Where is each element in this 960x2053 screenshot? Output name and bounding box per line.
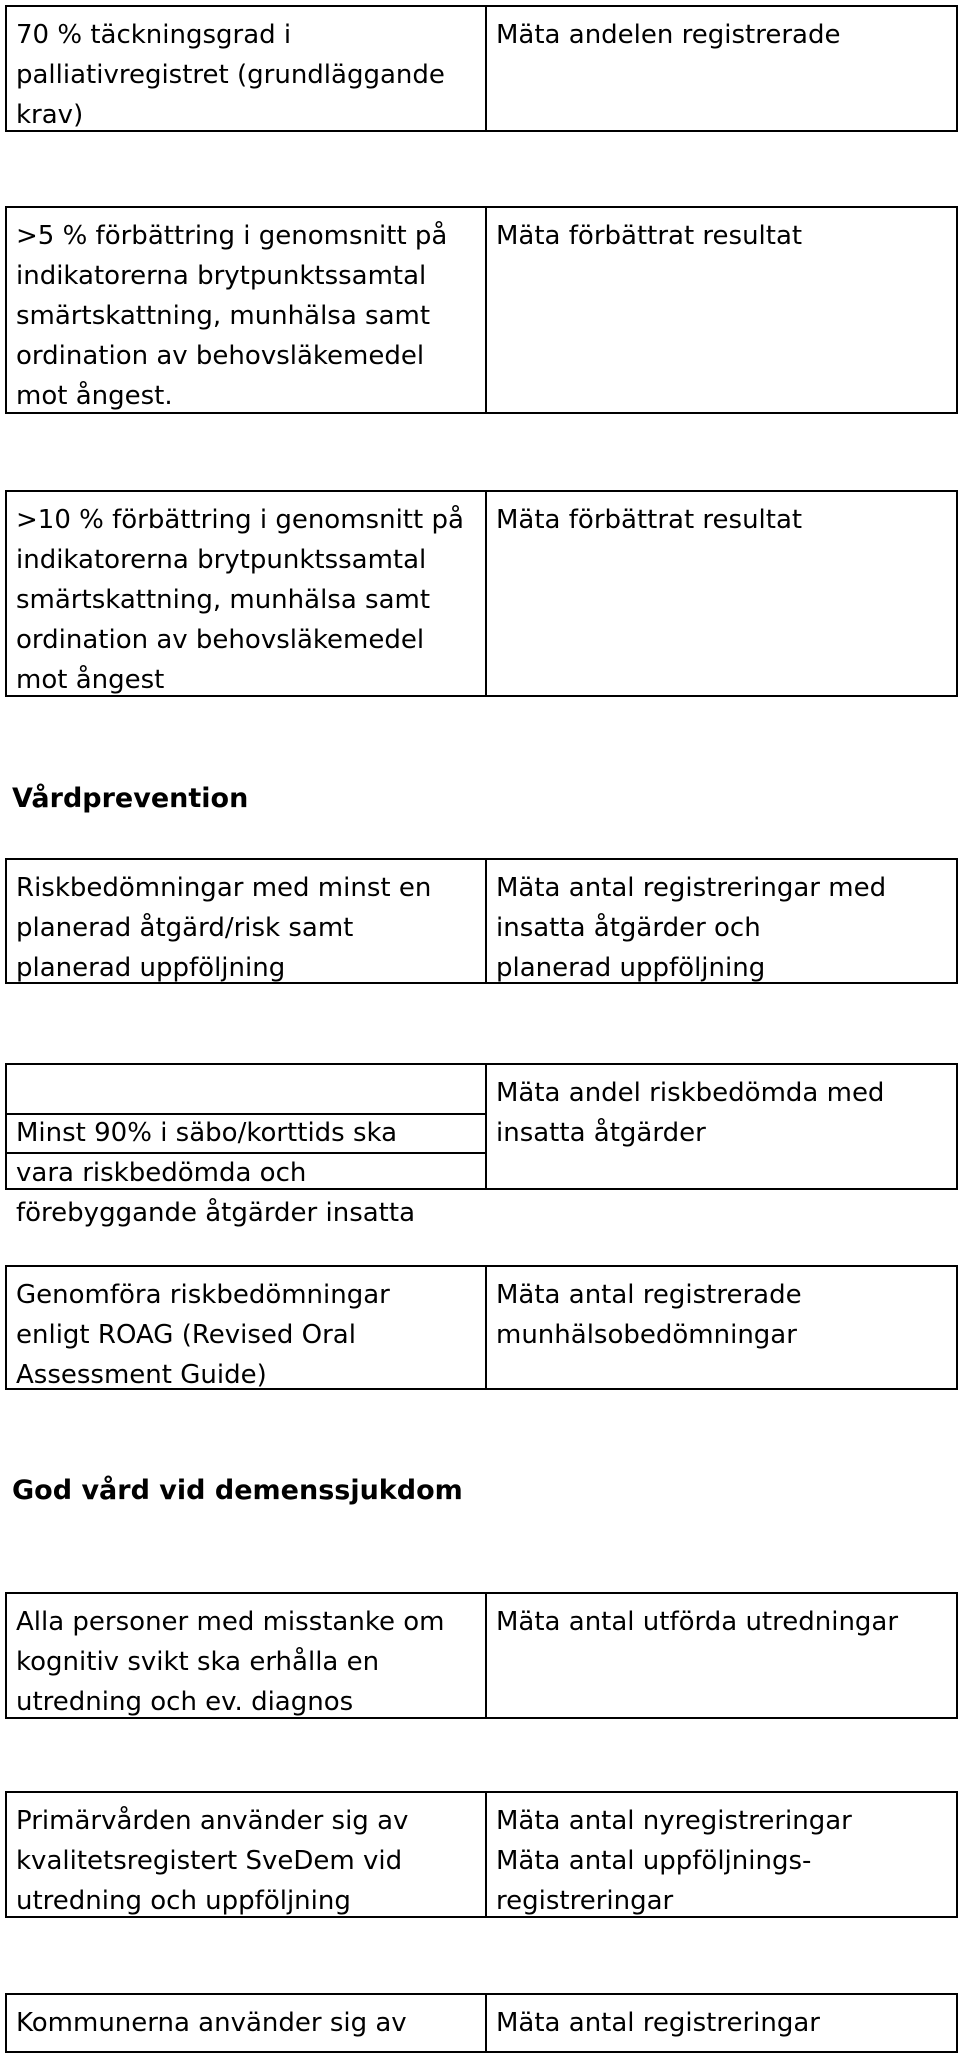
goal-cell: Genomföra riskbedömningar enligt ROAG (Revised Oral Assessment Guide) <box>5 1265 487 1390</box>
section-heading-vardprevention: Vårdprevention <box>12 783 249 814</box>
cell-divider <box>7 1113 485 1115</box>
goal-cell: Kommunerna använder sig av <box>5 1993 487 2053</box>
measure-cell: Mäta andelen registrerade <box>485 5 958 132</box>
goal-cell: Riskbedömningar med minst en planerad åtgärd/risk samt planerad uppföljning <box>5 858 487 984</box>
goal-cell: Primärvården använder sig av kvalitetsregistert SveDem vid utredning och uppföljning <box>5 1791 487 1918</box>
measure-cell: Mäta andel riskbedömda med insatta åtgärder <box>485 1063 958 1190</box>
goal-cell: >5 % förbättring i genomsnitt på indikatorerna brytpunktssamtal smärtskattning, munhälsa samt ordination av behovsläkemedel mot ångest. <box>5 206 487 414</box>
measure-cell: Mäta förbättrat resultat <box>485 490 958 697</box>
measure-cell: Mäta antal registreringar <box>485 1993 958 2053</box>
goal-cell: >10 % förbättring i genomsnitt på indikatorerna brytpunktssamtal smärtskattning, munhälsa samt ordination av behovsläkemedel mot ångest <box>5 490 487 697</box>
measure-cell: Mäta förbättrat resultat <box>485 206 958 414</box>
goal-cell: Alla personer med misstanke om kognitiv svikt ska erhålla en utredning och ev. diagnos <box>5 1592 487 1719</box>
measure-cell: Mäta antal registreringar med insatta åtgärder och planerad uppföljning <box>485 858 958 984</box>
goal-text: Minst 90% i säbo/korttids ska vara riskbedömda och förebyggande åtgärder insatta <box>16 1118 416 1228</box>
cell-divider <box>7 1152 485 1154</box>
section-heading-demens: God vård vid demenssjukdom <box>12 1475 463 1506</box>
goal-cell: 70 % täckningsgrad i palliativregistret (grundläggande krav) <box>5 5 487 132</box>
goal-cell <box>5 1063 487 1228</box>
measure-cell: Mäta antal registrerade munhälsobedömningar <box>485 1265 958 1390</box>
measure-cell: Mäta antal nyregistreringar Mäta antal uppföljnings- registreringar <box>485 1791 958 1918</box>
measure-cell: Mäta antal utförda utredningar <box>485 1592 958 1719</box>
